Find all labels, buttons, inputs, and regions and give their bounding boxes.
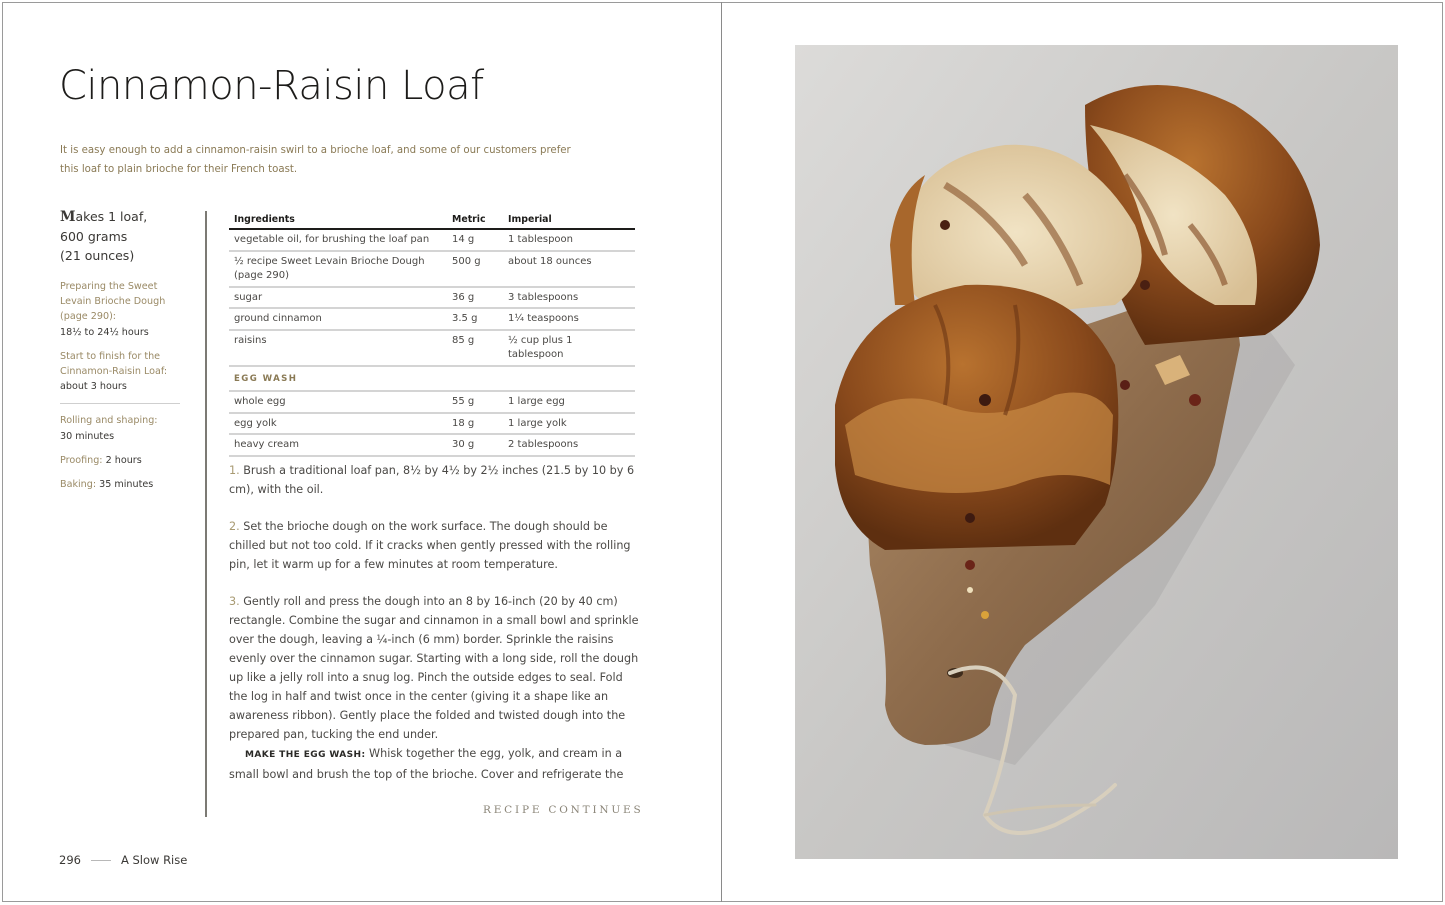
table-section-egg-wash: EGG WASH	[229, 366, 635, 392]
timing-prep-dough: Preparing the Sweet Levain Brioche Dough (page 290): 18½ to 24½ hours	[60, 281, 166, 338]
drop-cap: M	[60, 209, 76, 225]
left-page	[2, 2, 722, 902]
yield-info: Makes 1 loaf, 600 grams (21 ounces)	[60, 209, 148, 263]
table-row: ground cinnamon 3.5 g 1¼ teaspoons	[229, 308, 635, 330]
bread-photo-illustration	[795, 45, 1398, 859]
bread-photo	[795, 45, 1398, 859]
running-title: A Slow Rise	[120, 853, 188, 867]
table-row: vegetable oil, for brushing the loaf pan 14 g 1 tablespoon	[229, 229, 635, 251]
ingredients-table	[229, 212, 635, 457]
page-footer	[59, 853, 187, 867]
header-metric: Metric	[447, 212, 503, 229]
table-row: raisins 85 g ½ cup plus 1 tablespoon	[229, 330, 635, 366]
method-steps	[229, 461, 639, 784]
recipe-title: Cinnamon-Raisin Loaf	[59, 63, 484, 109]
timing-start-to-finish: Start to finish for the Cinnamon-Raisin Loaf: about 3 hours	[60, 350, 168, 393]
table-row: heavy cream 30 g 2 tablespoons	[229, 434, 635, 456]
timing-rolling: Rolling and shaping: 30 minutes	[60, 415, 158, 442]
table-header-row	[229, 212, 635, 229]
table-row: sugar 36 g 3 tablespoons	[229, 287, 635, 309]
sidebar-divider	[60, 403, 180, 404]
step-1: 1. Brush a traditional loaf pan, 8½ by 4½ by 2½ inches (21.5 by 10 by 6 cm), with the oil.	[229, 464, 635, 496]
timing-baking: Baking: 35 minutes	[60, 479, 154, 491]
footer-dash	[91, 860, 111, 861]
table-row: ½ recipe Sweet Levain Brioche Dough (page 290) 500 g about 18 ounces	[229, 251, 635, 287]
egg-wash-step: MAKE THE EGG WASH: Whisk together the egg, yolk, and cream in a small bowl and brush the top of the brioche. Cover and refrigerate the	[229, 747, 624, 781]
step-2: 2. Set the brioche dough on the work surface. The dough should be chilled but not too cold. If it cracks when gently pressed with the rolling pin, let it warm up for a few minutes at room temperature.	[229, 520, 631, 571]
header-ingredients: Ingredients	[229, 212, 447, 229]
step-3: 3. Gently roll and press the dough into an 8 by 16-inch (20 by 40 cm) rectangle. Combine the sugar and cinnamon in a small bowl and sprinkle over the dough, leaving a ¼-inch (6 mm) border. Sprinkle the raisins evenly over the cinnamon sugar. Starting with a long side, roll the dough up like a jelly roll into a snug log. Pinch the outside edges to seal. Fold the log in half and twist once in the center (giving it a shape like an awareness ribbon). Gently place the folded and twisted dough into the prepared pan, tucking the end under.	[229, 595, 639, 741]
table-row: whole egg 55 g 1 large egg	[229, 391, 635, 413]
header-imperial: Imperial	[503, 212, 635, 229]
recipe-continues-label: RECIPE CONTINUES	[483, 804, 644, 816]
recipe-sidebar	[60, 207, 182, 492]
timing-proofing: Proofing: 2 hours	[60, 454, 142, 466]
recipe-intro: It is easy enough to add a cinnamon-raisin swirl to a brioche loaf, and some of our customers prefer this loaf to plain brioche for their French toast.	[60, 145, 571, 175]
egg-wash-subhead: MAKE THE EGG WASH:	[245, 750, 366, 760]
table-row: egg yolk 18 g 1 large yolk	[229, 413, 635, 435]
page-number: 296	[59, 853, 81, 867]
column-divider	[205, 211, 207, 817]
